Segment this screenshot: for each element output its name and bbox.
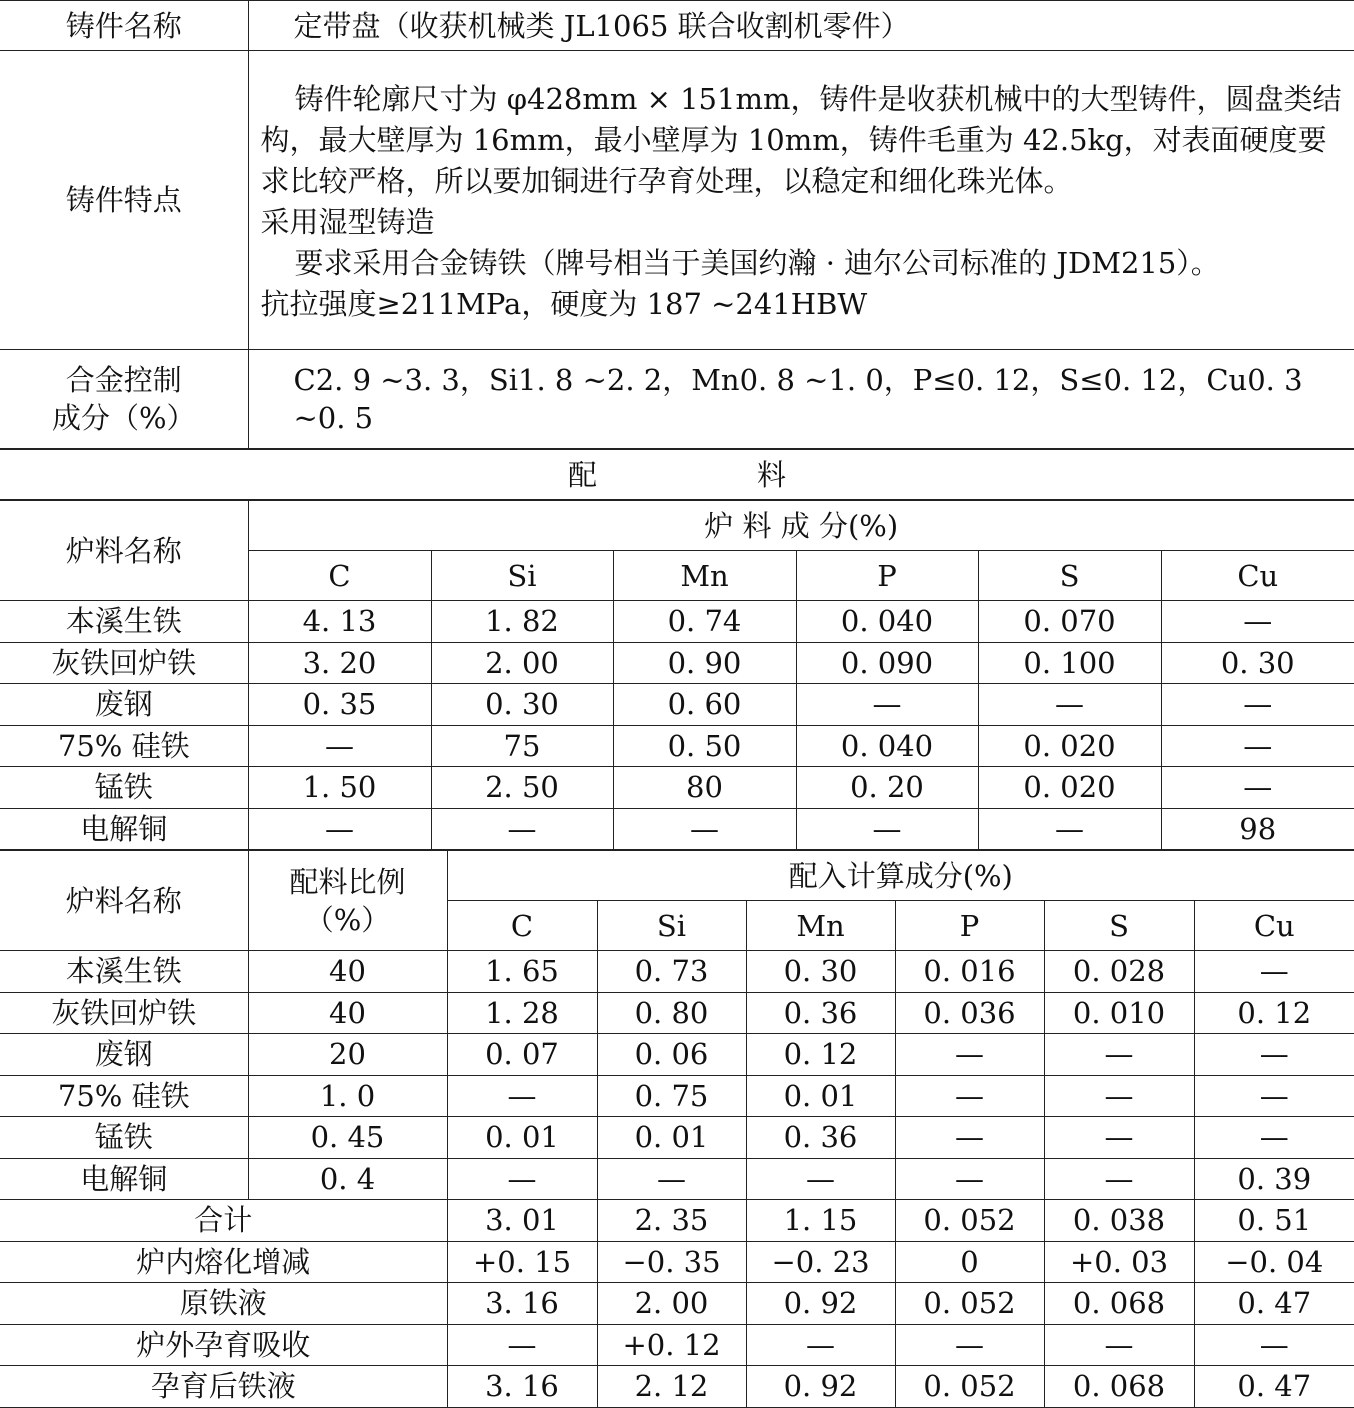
composition-cell: 3. 20 [248,642,431,684]
calc-value-cell: 0. 39 [1194,1158,1354,1200]
composition-cell: 98 [1161,808,1354,850]
calc-value-cell: — [746,1158,895,1200]
table-row [0,808,1354,850]
composition-cell: — [248,808,431,850]
composition-cell: 2. 00 [431,642,613,684]
calc-value-cell: — [1044,1158,1194,1200]
composition-cell: — [978,684,1161,726]
table-row [0,725,1354,767]
casting-feature-label: 铸件特点 [0,51,248,350]
calc-column-header: C [447,901,597,951]
calc-value-cell: 0. 016 [895,951,1044,993]
composition-cell: 0. 090 [796,642,978,684]
summary-value-cell: 0. 052 [895,1366,1044,1408]
alloy-label-line-1: 合金控制 [65,363,182,397]
summary-value-cell: — [1194,1324,1354,1366]
material-name: 锰铁 [0,1117,248,1159]
table-row [0,601,1354,643]
feature-paragraph-3: 要求采用合金铸铁（牌号相当于美国约瀚 · 迪尔公司标准的 JDM215）。 [294,246,1220,280]
summary-value-cell: 0. 052 [895,1283,1044,1325]
composition-cell: — [431,808,613,850]
material-name: 废钢 [0,1034,248,1076]
table-row [0,1034,1354,1076]
composition-cell: 0. 60 [613,684,796,726]
calc-value-cell: 0. 73 [597,951,746,993]
calc-value-cell: — [895,1034,1044,1076]
composition-cell: — [1161,767,1354,809]
table-row [0,684,1354,726]
summary-value-cell: — [447,1324,597,1366]
section-title: 配料 [0,450,1354,500]
calc-value-cell: — [895,1158,1044,1200]
composition-cell: 75 [431,725,613,767]
calc-value-cell: 1. 65 [447,951,597,993]
charge-column-header: Mn [613,551,796,601]
casting-feature-text [248,51,1354,350]
table-row [0,1075,1354,1117]
alloy-control-value: C2. 9 ~3. 3，Si1. 8 ~2. 2，Mn0. 8 ~1. 0，P≤0. 12，S≤0. 12，Cu0. 3 ~0. 5 [248,350,1354,449]
summary-value-cell: 3. 16 [447,1283,597,1325]
summary-label: 孕育后铁液 [0,1366,447,1408]
feature-paragraph-1: 铸件轮廓尺寸为 φ428mm × 151mm，铸件是收获机械中的大型铸件，圆盘类结构，最大壁厚为 16mm，最小壁厚为 10mm，铸件毛重为 42.5kg，对表面硬度要求比较严格，所以要加铜进行孕育处理，以稳定和细化珠光体。 [260,82,1342,198]
table-row [0,951,1354,993]
calc-column-header: P [895,901,1044,951]
material-name: 本溪生铁 [0,951,248,993]
calc-column-header: S [1044,901,1194,951]
composition-cell: 0. 20 [796,767,978,809]
material-name: 灰铁回炉铁 [0,642,248,684]
summary-value-cell: 2. 00 [597,1283,746,1325]
calc-value-cell: — [447,1158,597,1200]
calc-name-header: 炉料名称 [0,851,248,951]
summary-value-cell: 0 [895,1241,1044,1283]
ratio-cell: 20 [248,1034,447,1076]
summary-value-cell: 0. 92 [746,1283,895,1325]
summary-value-cell: 0. 47 [1194,1366,1354,1408]
charge-composition-table [0,500,1354,850]
calc-value-cell: — [597,1158,746,1200]
table-row [0,992,1354,1034]
composition-cell: 2. 50 [431,767,613,809]
calc-value-cell: — [895,1117,1044,1159]
section-header-table [0,449,1354,500]
composition-cell: 0. 040 [796,601,978,643]
composition-cell: 0. 020 [978,725,1161,767]
casting-name-value: 定带盘（收获机械类 JL1065 联合收割机零件） [248,1,1354,51]
calc-column-header: Si [597,901,746,951]
calc-summary-rows [0,1200,1354,1408]
calc-value-cell: 0. 01 [447,1117,597,1159]
material-name: 灰铁回炉铁 [0,992,248,1034]
composition-cell: 0. 30 [431,684,613,726]
calc-value-cell: 0. 36 [746,1117,895,1159]
summary-value-cell: 0. 47 [1194,1283,1354,1325]
summary-value-cell: — [895,1324,1044,1366]
composition-cell: 0. 020 [978,767,1161,809]
composition-cell: — [796,684,978,726]
composition-cell: 0. 30 [1161,642,1354,684]
composition-cell: 80 [613,767,796,809]
calc-column-header: Cu [1194,901,1354,951]
composition-cell: — [1161,601,1354,643]
feature-paragraph-4: 抗拉强度≥211MPa，硬度为 187 ~241HBW [260,287,868,321]
summary-value-cell: 1. 15 [746,1200,895,1242]
summary-row [0,1324,1354,1366]
summary-label: 原铁液 [0,1283,447,1325]
calc-value-cell: 0. 30 [746,951,895,993]
ratio-cell: 40 [248,992,447,1034]
composition-cell: 0. 35 [248,684,431,726]
material-name: 本溪生铁 [0,601,248,643]
calc-value-cell: — [1194,1075,1354,1117]
calc-value-cell: — [447,1075,597,1117]
summary-value-cell: 0. 052 [895,1200,1044,1242]
summary-value-cell: 0. 51 [1194,1200,1354,1242]
composition-cell: — [613,808,796,850]
summary-value-cell: 0. 068 [1044,1366,1194,1408]
calc-value-cell: 0. 010 [1044,992,1194,1034]
composition-cell: 0. 90 [613,642,796,684]
alloy-control-label [0,350,248,449]
charge-column-header: C [248,551,431,601]
calc-value-cell: — [1044,1034,1194,1076]
ratio-cell: 0. 45 [248,1117,447,1159]
summary-label: 合计 [0,1200,447,1242]
summary-value-cell: −0. 23 [746,1241,895,1283]
summary-row [0,1366,1354,1408]
alloy-label-line-2: 成分（%） [51,401,196,435]
summary-row [0,1200,1354,1242]
composition-cell: 4. 13 [248,601,431,643]
summary-value-cell: 2. 12 [597,1366,746,1408]
calc-value-cell: 0. 12 [1194,992,1354,1034]
material-name: 75% 硅铁 [0,1075,248,1117]
composition-cell: — [1161,684,1354,726]
summary-value-cell: +0. 03 [1044,1241,1194,1283]
summary-value-cell: 0. 038 [1044,1200,1194,1242]
summary-value-cell: +0. 15 [447,1241,597,1283]
calc-value-cell: 0. 75 [597,1075,746,1117]
material-name: 电解铜 [0,808,248,850]
summary-value-cell: — [746,1324,895,1366]
material-name: 废钢 [0,684,248,726]
charge-column-header: P [796,551,978,601]
table-row [0,1158,1354,1200]
composition-cell: 0. 100 [978,642,1161,684]
summary-value-cell: 0. 068 [1044,1283,1194,1325]
summary-value-cell: −0. 04 [1194,1241,1354,1283]
summary-value-cell: 2. 35 [597,1200,746,1242]
composition-cell: 0. 070 [978,601,1161,643]
ratio-header-line-2: （%） [304,902,391,937]
table-row [0,1117,1354,1159]
calc-ratio-header [248,851,447,951]
summary-value-cell: — [1044,1324,1194,1366]
composition-cell: 0. 040 [796,725,978,767]
calc-value-cell: — [1194,1034,1354,1076]
calculated-composition-table [0,850,1354,1408]
calc-value-cell: 0. 80 [597,992,746,1034]
charge-column-header: Cu [1161,551,1354,601]
ratio-cell: 1. 0 [248,1075,447,1117]
calc-value-cell: 0. 07 [447,1034,597,1076]
table-row [0,642,1354,684]
composition-cell: 0. 74 [613,601,796,643]
summary-value-cell: 0. 92 [746,1366,895,1408]
composition-cell: — [248,725,431,767]
composition-cell: 1. 50 [248,767,431,809]
summary-value-cell: +0. 12 [597,1324,746,1366]
calc-value-cell: — [895,1075,1044,1117]
calc-value-cell: 0. 036 [895,992,1044,1034]
summary-value-cell: −0. 35 [597,1241,746,1283]
calc-value-cell: — [1044,1117,1194,1159]
calc-value-cell: — [1194,1117,1354,1159]
charge-column-header: S [978,551,1161,601]
charge-name-header: 炉料名称 [0,501,248,601]
calc-group-header: 配入计算成分(%) [447,851,1354,901]
composition-cell: — [978,808,1161,850]
calc-value-cell: 0. 028 [1044,951,1194,993]
feature-paragraph-2: 采用湿型铸造 [260,205,435,239]
composition-cell: 1. 82 [431,601,613,643]
calc-value-cell: — [1194,951,1354,993]
summary-row [0,1241,1354,1283]
calc-value-cell: 0. 36 [746,992,895,1034]
ratio-cell: 0. 4 [248,1158,447,1200]
summary-value-cell: 3. 01 [447,1200,597,1242]
composition-cell: — [796,808,978,850]
ratio-cell: 40 [248,951,447,993]
summary-row [0,1283,1354,1325]
calc-value-cell: 1. 28 [447,992,597,1034]
calc-value-cell: 0. 01 [597,1117,746,1159]
calc-value-cell: — [1044,1075,1194,1117]
material-name: 锰铁 [0,767,248,809]
calc-value-cell: 0. 01 [746,1075,895,1117]
calc-rows [0,951,1354,1200]
summary-value-cell: 3. 16 [447,1366,597,1408]
calc-value-cell: 0. 06 [597,1034,746,1076]
summary-label: 炉内熔化增减 [0,1241,447,1283]
casting-info-table [0,0,1354,449]
casting-name-label: 铸件名称 [0,1,248,51]
composition-cell: — [1161,725,1354,767]
ratio-header-line-1: 配料比例 [289,864,406,899]
calc-column-header: Mn [746,901,895,951]
table-row [0,767,1354,809]
charge-column-header: Si [431,551,613,601]
calc-value-cell: 0. 12 [746,1034,895,1076]
charge-group-header: 炉 料 成 分(%) [248,501,1354,551]
material-name: 电解铜 [0,1158,248,1200]
charge-rows [0,601,1354,850]
composition-cell: 0. 50 [613,725,796,767]
material-name: 75% 硅铁 [0,725,248,767]
summary-label: 炉外孕育吸收 [0,1324,447,1366]
